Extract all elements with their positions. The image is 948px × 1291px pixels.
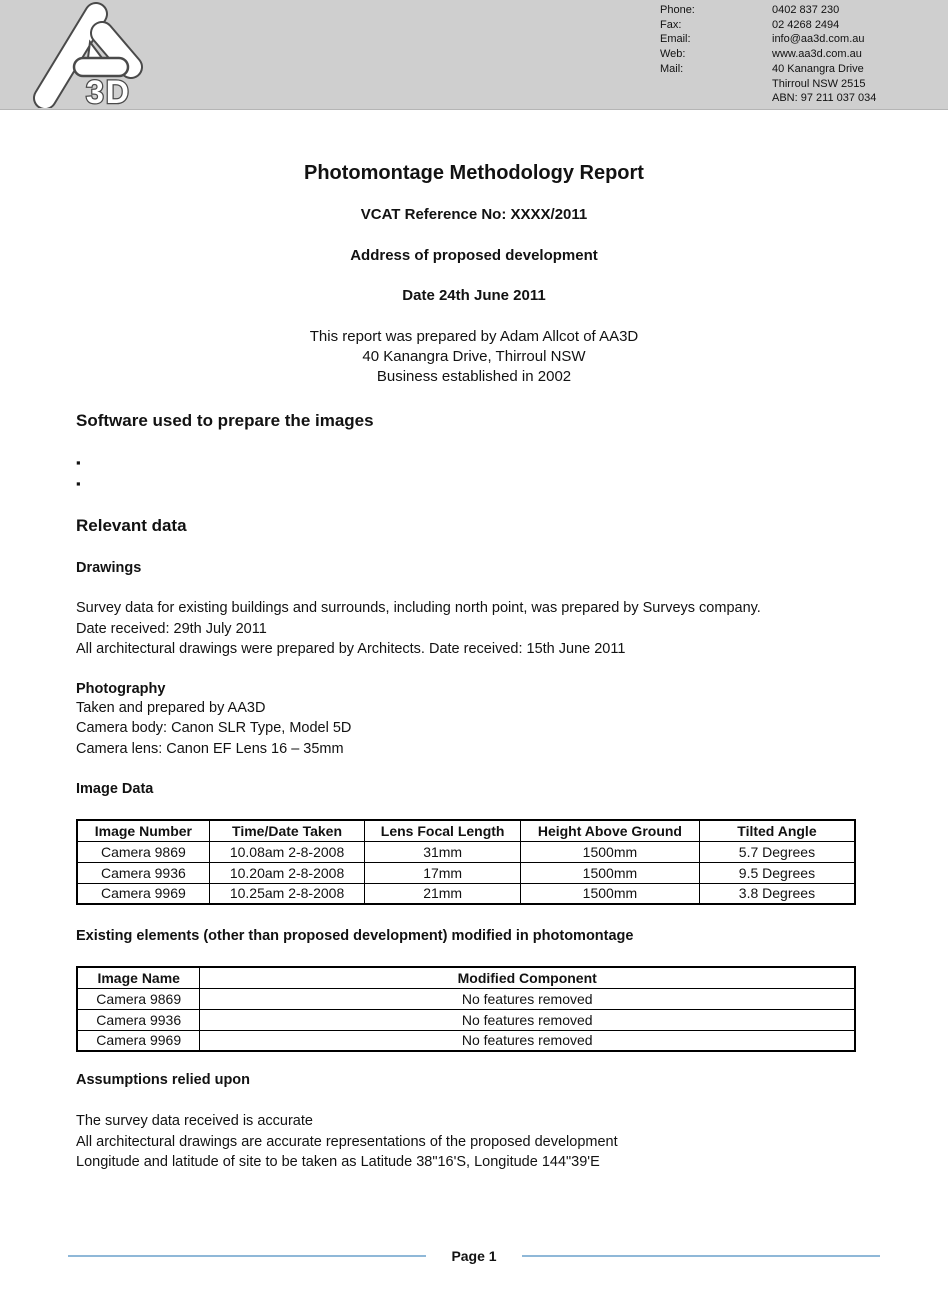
table-row bbox=[77, 988, 855, 1009]
body-line: Taken and prepared by AA3D bbox=[76, 699, 266, 716]
contact-row-email bbox=[660, 32, 876, 47]
contact-value: 0402 837 230 bbox=[772, 4, 840, 16]
table-row bbox=[77, 862, 855, 883]
modified-components-table bbox=[76, 966, 856, 1052]
contact-value: Thirroul NSW 2515 bbox=[772, 77, 866, 90]
table-cell: Camera 9869 bbox=[77, 988, 200, 1009]
main-content bbox=[76, 410, 856, 1173]
table-cell: 17mm bbox=[365, 862, 521, 883]
table-header-cell: Modified Component bbox=[200, 967, 855, 988]
bullet-square-icon: ▪ bbox=[76, 455, 81, 470]
body-line: All architectural drawings are accurate representations of the proposed development bbox=[76, 1133, 618, 1150]
report-date: Date 24th June 2011 bbox=[402, 287, 546, 304]
contact-label: Mail: bbox=[660, 62, 684, 75]
contact-label: Web: bbox=[660, 48, 686, 61]
heading-software: Software used to prepare the images bbox=[76, 411, 374, 430]
footer-rule-right bbox=[522, 1255, 880, 1257]
company-logo bbox=[18, 2, 168, 113]
body-line: Longitude and latitude of site to be taken as Latitude 38"16'S, Longitude 144"39'E bbox=[76, 1154, 600, 1170]
title-block bbox=[0, 161, 948, 387]
contact-value: 02 4268 2494 bbox=[772, 18, 840, 31]
heading-assumptions: Assumptions relied upon bbox=[76, 1072, 251, 1088]
table-cell: No features removed bbox=[200, 1030, 855, 1051]
vcat-reference: VCAT Reference No: XXXX/2011 bbox=[360, 206, 588, 223]
contact-row-suburb bbox=[660, 77, 876, 92]
contact-value: www.aa3d.com.au bbox=[772, 48, 862, 61]
table-row bbox=[77, 1030, 855, 1051]
table-cell: Camera 9969 bbox=[77, 883, 209, 904]
heading-relevant-data: Relevant data bbox=[76, 516, 187, 535]
assumptions-paragraph bbox=[76, 1111, 856, 1173]
table-header-cell: Image Number bbox=[77, 820, 209, 841]
heading-photography: Photography bbox=[76, 680, 166, 697]
table-row bbox=[77, 883, 855, 904]
contact-label: Phone: bbox=[660, 4, 695, 16]
table-cell: Camera 9869 bbox=[77, 841, 209, 862]
table-cell: Camera 9936 bbox=[77, 1009, 200, 1030]
logo-3d-text: 3D bbox=[86, 74, 131, 108]
contact-row-mail bbox=[660, 62, 876, 77]
image-data-table bbox=[76, 819, 856, 905]
table-header-cell: Image Name bbox=[77, 967, 200, 988]
body-line: All architectural drawings were prepared by Architects. Date received: 15th June 2011 bbox=[76, 641, 626, 657]
development-address: Address of proposed development bbox=[350, 247, 598, 264]
heading-drawings: Drawings bbox=[76, 560, 142, 576]
table-row bbox=[77, 841, 855, 862]
body-line: Survey data for existing buildings and surrounds, including north point, was prepared by Surveys company. bbox=[76, 600, 761, 616]
contact-value: ABN: 97 211 037 034 bbox=[772, 92, 877, 105]
table-cell: 9.5 Degrees bbox=[699, 862, 855, 883]
table-header-cell: Lens Focal Length bbox=[365, 820, 521, 841]
body-line: Camera lens: Canon EF Lens 16 – 35mm bbox=[76, 740, 344, 757]
table-header-cell: Time/Date Taken bbox=[209, 820, 365, 841]
table-cell: Camera 9969 bbox=[77, 1030, 200, 1051]
page-footer bbox=[0, 1248, 948, 1264]
table-cell: 1500mm bbox=[520, 862, 699, 883]
contact-value: 40 Kanangra Drive bbox=[772, 62, 864, 75]
table-cell: 21mm bbox=[365, 883, 521, 904]
table-cell: 10.20am 2-8-2008 bbox=[209, 862, 365, 883]
table-cell: Camera 9936 bbox=[77, 862, 209, 883]
intro-line: 40 Kanangra Drive, Thirroul NSW bbox=[362, 348, 586, 365]
table-cell: 1500mm bbox=[520, 883, 699, 904]
body-line: The survey data received is accurate bbox=[76, 1113, 313, 1129]
bullet-square-icon: ▪ bbox=[76, 476, 81, 491]
table-header-row bbox=[77, 820, 855, 841]
footer-rule-left bbox=[68, 1255, 426, 1257]
table-cell: 31mm bbox=[365, 841, 521, 862]
contact-label: Fax: bbox=[660, 18, 682, 31]
document-title: Photomontage Methodology Report bbox=[304, 162, 644, 184]
contact-row-fax bbox=[660, 18, 876, 33]
contact-label: Email: bbox=[660, 33, 691, 46]
list-item bbox=[76, 473, 856, 494]
body-line: Camera body: Canon SLR Type, Model 5D bbox=[76, 720, 352, 736]
body-line: Date received: 29th July 2011 bbox=[76, 620, 267, 637]
contact-value: info@aa3d.com.au bbox=[772, 33, 865, 46]
photography-paragraph bbox=[76, 698, 856, 760]
aa3d-logo-icon bbox=[18, 2, 168, 108]
intro-line: This report was prepared by Adam Allcot of AA3D bbox=[309, 328, 639, 345]
intro-line: Business established in 2002 bbox=[376, 368, 572, 385]
heading-existing-elements: Existing elements (other than proposed development) modified in photomontage bbox=[76, 928, 634, 944]
table-cell: No features removed bbox=[200, 1009, 855, 1030]
software-bullet-list bbox=[76, 452, 856, 494]
list-item bbox=[76, 452, 856, 473]
table-cell: 5.7 Degrees bbox=[699, 841, 855, 862]
table-row bbox=[77, 1009, 855, 1030]
table-cell: 10.08am 2-8-2008 bbox=[209, 841, 365, 862]
page-number: Page 1 bbox=[451, 1248, 497, 1264]
drawings-paragraph bbox=[76, 598, 856, 660]
heading-image-data: Image Data bbox=[76, 781, 154, 797]
table-cell: No features removed bbox=[200, 988, 855, 1009]
intro-paragraph bbox=[0, 327, 948, 387]
table-cell: 10.25am 2-8-2008 bbox=[209, 883, 365, 904]
contact-row-web bbox=[660, 47, 876, 62]
table-header-row bbox=[77, 967, 855, 988]
contact-row-abn bbox=[660, 91, 876, 106]
table-cell: 1500mm bbox=[520, 841, 699, 862]
contact-row-phone bbox=[660, 3, 876, 18]
table-header-cell: Tilted Angle bbox=[699, 820, 855, 841]
table-header-cell: Height Above Ground bbox=[520, 820, 699, 841]
contact-label bbox=[660, 91, 772, 106]
header-band bbox=[0, 0, 948, 110]
contact-block bbox=[660, 3, 876, 106]
table-cell: 3.8 Degrees bbox=[699, 883, 855, 904]
contact-label bbox=[660, 77, 772, 92]
